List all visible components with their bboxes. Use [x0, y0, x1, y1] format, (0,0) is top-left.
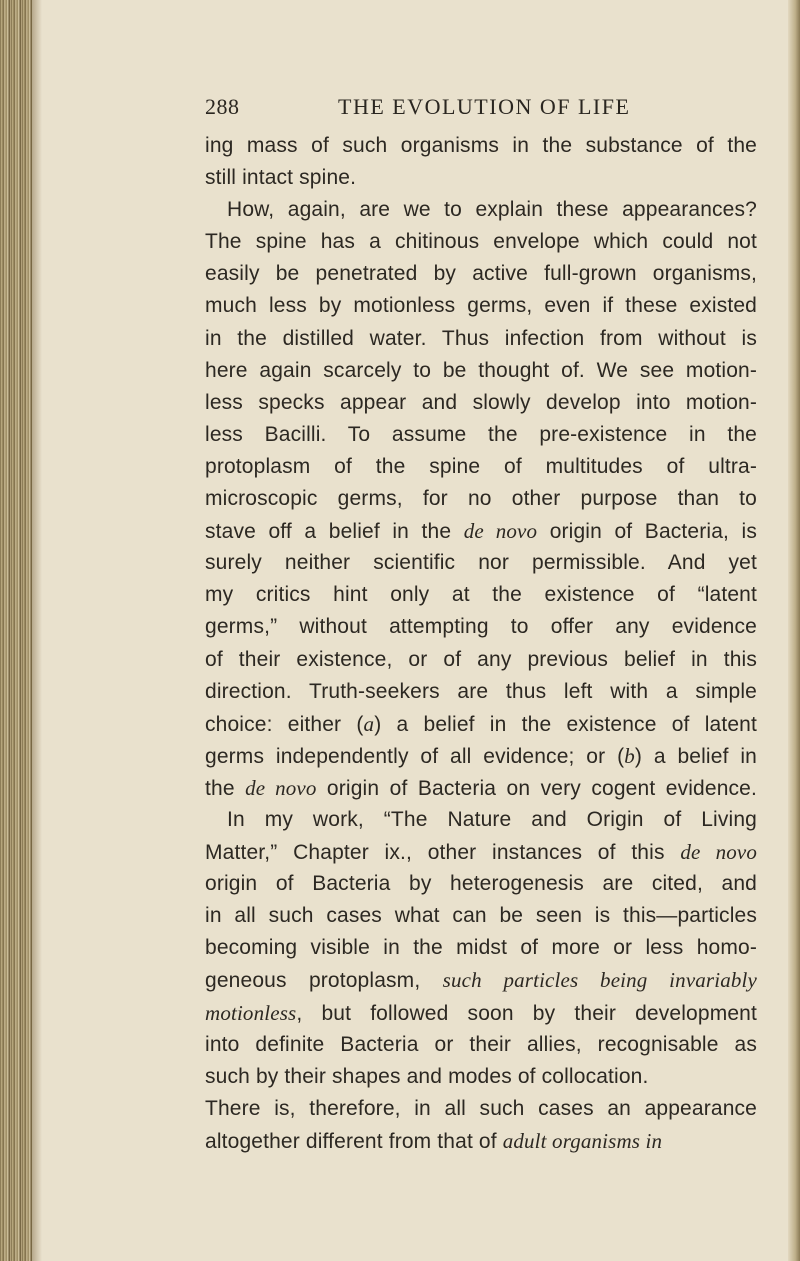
- text-run: geneous protoplasm,: [205, 969, 443, 993]
- italic-text-run: a: [363, 711, 375, 736]
- text-run: stave off a belief in the: [205, 520, 464, 544]
- text-run: altogether different from that of: [205, 1129, 503, 1153]
- text-run: ) a belief in the existence of latent: [374, 712, 757, 736]
- text-run: the: [205, 776, 246, 800]
- page-number: 288: [205, 94, 240, 119]
- text-run: origin of Bacteria on very cogent evidence.: [316, 776, 757, 800]
- text-line: [205, 708, 757, 740]
- text-line: [205, 964, 757, 996]
- text-line: such by their shapes and modes of collocation.: [205, 1064, 649, 1088]
- text-line: less specks appear and slowly develop into motion-: [205, 390, 757, 414]
- text-line: into definite Bacteria or their allies, recognisable as: [205, 1032, 757, 1056]
- text-run: ) a belief in: [634, 744, 757, 768]
- text-line: [205, 515, 757, 547]
- text-line: protoplasm of the spine of multitudes of ultra-: [205, 454, 757, 478]
- body-text: [205, 130, 757, 1157]
- italic-text-run: b: [624, 743, 635, 768]
- text-line: surely neither scientific nor permissible. And yet: [205, 551, 757, 575]
- text-run: , but followed soon by their development: [296, 1001, 757, 1025]
- text-line: The spine has a chitinous envelope which could not: [205, 230, 757, 254]
- text-line: direction. Truth-seekers are thus left with a simple: [205, 679, 757, 703]
- text-line: [205, 997, 757, 1029]
- text-line: less Bacilli. To assume the pre-existence in the: [205, 422, 757, 446]
- text-run: choice: either (: [205, 712, 364, 736]
- text-line: [205, 772, 757, 804]
- text-line: easily be penetrated by active full-grown organisms,: [205, 262, 757, 286]
- italic-text-run: such particles being invariably: [442, 968, 757, 993]
- text-line: in the distilled water. Thus infection from without is: [205, 326, 757, 350]
- text-run: germs independently of all evidence; or (: [205, 744, 625, 768]
- text-line: of their existence, or of any previous belief in this: [205, 647, 757, 671]
- text-line: my critics hint only at the existence of “latent: [205, 583, 757, 607]
- text-run: Matter,” Chapter ix., other instances of this: [205, 841, 681, 865]
- text-line: There is, therefore, in all such cases an appearance: [205, 1096, 757, 1120]
- text-run: origin of Bacteria, is: [537, 520, 757, 544]
- text-line: microscopic germs, for no other purpose than to: [205, 487, 757, 511]
- text-line: still intact spine.: [205, 166, 357, 190]
- text-line: origin of Bacteria by heterogenesis are cited, and: [205, 872, 757, 896]
- text-line: germs,” without attempting to offer any evidence: [205, 615, 757, 639]
- text-line: In my work, “The Nature and Origin of Living: [227, 807, 757, 831]
- text-line: [205, 740, 757, 772]
- italic-text-run: de novo: [245, 775, 317, 800]
- italic-text-run: de novo: [463, 519, 538, 544]
- text-line: here again scarcely to be thought of. We see motion-: [205, 358, 757, 382]
- italic-text-run: adult organisms in: [502, 1128, 663, 1153]
- text-line: much less by motionless germs, even if these existed: [205, 294, 757, 318]
- text-line: [205, 836, 757, 868]
- text-line: becoming visible in the midst of more or less homo-: [205, 936, 757, 960]
- text-line: [205, 1125, 757, 1157]
- text-line: in all such cases what can be seen is this—particles: [205, 904, 757, 928]
- italic-text-run: de novo: [680, 840, 757, 865]
- running-head: THE EVOLUTION OF LIFE: [338, 94, 631, 119]
- text-line: How, again, are we to explain these appearances?: [227, 198, 757, 222]
- italic-text-run: motionless: [205, 1000, 297, 1025]
- text-line: ing mass of such organisms in the substance of the: [205, 134, 757, 157]
